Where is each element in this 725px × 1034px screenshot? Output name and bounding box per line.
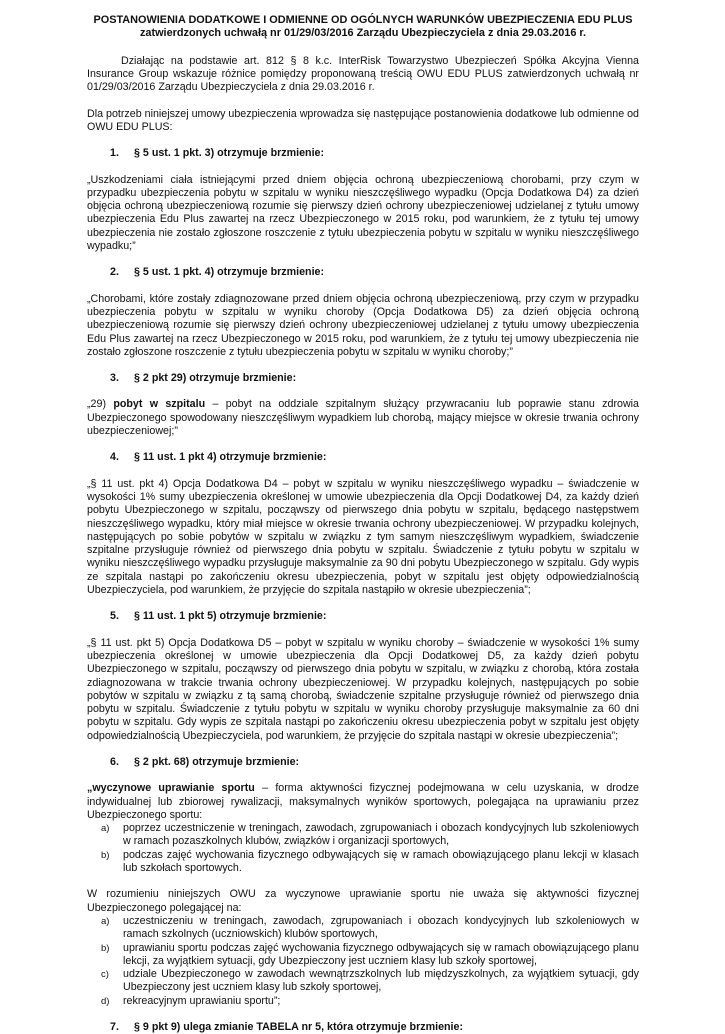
section-text: „Chorobami, które zostały zdiagnozowane przed dniem objęcia ochroną ubezpieczeniową, przy czym w przypadku ubezpieczenia pobytu w szpitalu w wyniku choroby (Opcja Dodatkowa D5) za dzień objęcia ochroną ubezpieczeniową rozumie się pierwszy dzień ochrony ubezpieczeniowej udzielanej z tytułu umowy ubezpieczenia Edu Plus zawartej na rzecz Ubezpieczonego w 2015 roku, pod warunkiem, że z tytułu tej umowy ubezpieczenia nie zostało zgłoszone roszczenie z tytułu ubezpieczenia pobytu w szpitalu w wyniku choroby;” [87,292,639,358]
list-item [101,968,639,995]
section-heading [110,756,639,769]
section-heading [110,1021,639,1034]
section-heading [110,266,639,279]
section-heading-text: § 9 pkt 9) ulega zmianie TABELA nr 5, która otrzymuje brzmienie: [134,1021,464,1034]
list-item [101,848,639,876]
section-number: 7. [110,1021,119,1034]
section-text: „§ 11 ust. pkt 5) Opcja Dodatkowa D5 – pobyt w szpitalu w wyniku choroby – świadczenie w wysokości 1% sumy ubezpieczenia określonej w umowie ubezpieczenia dla Opcji Dodatkowej D5, za każdy dzień pobytu Ubezpieczonego w szpitalu, począwszy od pierwszego dnia pobytu w szpitalu, w związku z chorobą, która została zdiagnozowana w trakcie trwania ochrony ubezpieczeniowej. W przypadku kolejnych, następujących po sobie pobytów w szpitalu w związku z tą samą chorobą, świadczenie szpitalne przysługuje również od pierwszego dnia pobytu w szpitalu. Świadczenie z tytułu pobytu w szpitalu w wyniku choroby przysługuje maksymalnie za 60 dni pobytu w szpitalu. Gdy wypis ze szpitala nastąpi po zakończeniu okresu ubezpieczenia pobyt w szpitalu jest objęty odpowiedzialnością Ubezpieczyciela, pod warunkiem, że przyjęcie do szpitala nastąpi w okresie ubezpieczenia”; [87,636,639,742]
list-item [101,822,639,849]
document-title [87,14,639,41]
section-number: 3. [110,372,119,385]
list-item-text: podczas zajęć wychowania fizycznego odbywających się w ramach obowiązującego planu lekcji w klasach lub szkołach sportowych. [123,848,639,875]
section-heading-text: § 5 ust. 1 pkt. 4) otrzymuje brzmienie: [134,266,325,279]
list-item-text: poprzez uczestniczenie w treningach, zawodach, zgrupowaniach i obozach kondycyjnych lub szkoleniowych w ramach pozaszkolnych klubów, związków i organizacji sportowych, [123,822,639,848]
section-heading-text: § 11 ust. 1 pkt 4) otrzymuje brzmienie: [134,451,327,464]
list-letter: b) [101,849,110,861]
list-letter: a) [101,823,110,835]
list-item-text: uczestniczeniu w treningach, zawodach, zgrupowaniach i obozach kondycyjnych lub szkoleniowych w ramach szkolnych (uczniowskich) klubów sportowych, [123,914,639,941]
list-letter: a) [101,915,110,927]
list-item [101,994,639,1008]
list-letter: c) [101,969,109,981]
list-letter: d) [101,995,110,1007]
list-letter: b) [101,942,110,954]
section-heading-text: § 2 pkt 29) otrzymuje brzmienie: [134,372,297,385]
list-item-text: uprawianiu sportu podczas zajęć wychowania fizycznego odbywających się w ramach obowiązującego planu lekcji, za wyjątkiem sytuacji, gdy Ubezpieczony jest uczniem klasy lub szkoły sportowej, [123,941,639,967]
section-heading [110,451,639,464]
section-number: 4. [110,451,119,464]
list-item [101,914,639,942]
section-text: „Uszkodzeniami ciała istniejącymi przed dniem objęcia ochroną ubezpieczeniową chorobami, przy czym w przypadku ubezpieczenia pobytu w szpitalu w wyniku nieszczęśliwego wypadku (Opcja Dodatkowa D4) za dzień objęcia ochroną ubezpieczeniową rozumie się pierwszy dzień ochrony ubezpieczeniowej udzielanej z tytułu umowy ubezpieczenia Edu Plus zawartej na rzecz Ubezpieczonego w 2015 roku, pod warunkiem, że z tytułu tej umowy ubezpieczenia nie zostało zgłoszone roszczenie z tytułu ubezpieczenia pobytu w szpitalu w wyniku nieszczęśliwego wypadku;” [87,173,639,253]
section-heading-text: § 5 ust. 1 pkt. 3) otrzymuje brzmienie: [134,147,325,160]
section-number: 5. [110,610,119,623]
section-text [87,398,639,438]
intro-paragraph: Działając na podstawie art. 812 § 8 k.c. InterRisk Towarzystwo Ubezpieczeń Spółka Akcyjna Vienna Insurance Group wskazuje różnice pomiędzy proponowaną treścią OWU EDU PLUS zatwierdzonych uchwałą nr 01/29/03/2016 Zarządu Ubezpieczyciela z dnia 29.03.2016 r. [87,54,639,94]
section-number: 1. [110,147,119,160]
list-item-text: rekreacyjnym uprawianiu sportu”; [123,994,281,1007]
list-item [101,941,639,969]
section-text: „§ 11 ust. pkt 4) Opcja Dodatkowa D4 – pobyt w szpitalu w wyniku nieszczęśliwego wypadku – świadczenie w wysokości 1% sumy ubezpieczenia określonej w umowie ubezpieczenia dla Opcji Dodatkowej D4, za każdy dzień pobytu Ubezpieczonego w szpitalu, począwszy od pierwszego dnia pobytu w szpitalu, będącego następstwem nieszczęśliwego wypadku, który miał miejsce w okresie trwania ochrony ubezpieczeniowej. W przypadku kolejnych, następujących po sobie pobytów w szpitalu w związku z tym samym nieszczęśliwym wypadkiem, świadczenie szpitalne przysługuje również od pierwszego dnia pobytu w szpitalu. Świadczenie z tytułu pobytu w szpitalu w wyniku nieszczęśliwego wypadku przysługuje maksymalnie za 90 dni pobytu Ubezpieczonego w szpitalu. Gdy wypis ze szpitala nastąpi po zakończeniu okresu ubezpieczenia, pobyt w szpitalu jest objęty odpowiedzialnością Ubezpieczyciela, pod warunkiem, że przyjęcie do szpitala nastąpiło w okresie ubezpieczenia”; [87,477,639,597]
definition-text: – pobyt na oddziale szpitalnym służący przywracaniu lub poprawie stanu zdrowia Ubezpieczonego spowodowany nieszczęśliwym wypadkiem lub chorobą, mający miejsce w okresie trwania ochrony ubezpieczeniowej;” [87,398,639,438]
section-text [87,782,639,822]
section-heading-text: § 2 pkt. 68) otrzymuje brzmienie: [134,755,300,768]
lettered-list [87,915,639,1008]
list-item-text: udziale Ubezpieczonego w zawodach wewnątrzszkolnych lub międzyszkolnych, za wyjątkiem sytuacji, gdy Ubezpieczony jest uczniem klasy lub szkoły sportowej, [123,968,639,994]
defined-term: „wyczynowe uprawianie sportu [87,782,255,795]
lead-paragraph: Dla potrzeb niniejszej umowy ubezpieczenia wprowadza się następujące postanowienia dodatkowe lub odmienne od OWU EDU PLUS: [87,107,639,133]
section-heading [110,610,639,623]
definition-text: – forma aktywności fizycznej podejmowana w celu uzyskania, w drodze indywidualnej lub zbiorowej rywalizacji, maksymalnych wyników sportowych, polegająca na uprawianiu przez Ubezpieczonego sportu: [87,782,639,821]
title-line-1: POSTANOWIENIA DODATKOWE I ODMIENNE OD OGÓLNYCH WARUNKÓW UBEZPIECZENIA EDU PLUS [93,14,633,26]
section-heading [110,147,639,160]
section-heading-text: § 11 ust. 1 pkt 5) otrzymuje brzmienie: [134,610,327,623]
definition-prefix: „29) [87,398,107,411]
section-number: 6. [110,755,119,768]
section-heading [110,372,639,385]
section-text-2: W rozumieniu niniejszych OWU za wyczynowe uprawianie sportu nie uważa się aktywności fizycznej Ubezpieczonego polegającej na: [87,888,639,914]
section-number: 2. [110,266,119,279]
title-line-2: zatwierdzonych uchwałą nr 01/29/03/2016 Zarządu Ubezpieczyciela z dnia 29.03.2016 r. [139,27,587,40]
lettered-list [87,822,639,875]
defined-term: pobyt w szpitalu [113,398,206,411]
